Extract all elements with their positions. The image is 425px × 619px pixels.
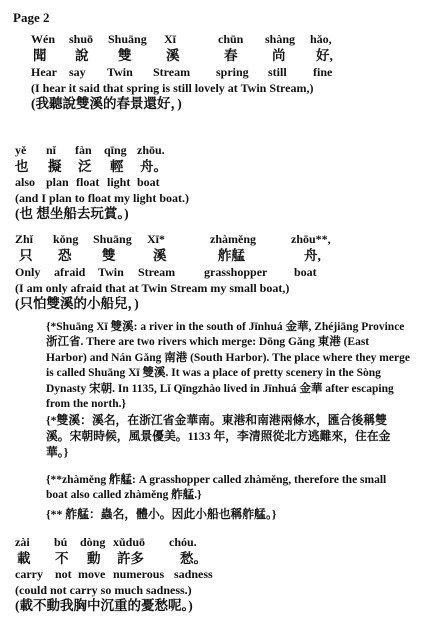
gloss-word: numerous xyxy=(113,567,165,581)
translation-line: (I hear it said that spring is still lovely at Twin Stream,) xyxy=(31,81,314,95)
hanzi-char: 只 xyxy=(19,248,33,263)
pinyin-word: Shuāng xyxy=(93,232,132,246)
pinyin-word: Shuāng xyxy=(108,32,147,46)
pinyin-word: zhōu**, xyxy=(291,232,331,246)
translation-line: (I am only afraid that at Twin Stream my small boat,) xyxy=(15,281,290,295)
hanzi-char: 輕 xyxy=(110,159,124,174)
gloss-word: fine xyxy=(313,65,333,79)
pinyin-word: nǐ xyxy=(46,143,57,157)
hanzi-char: 尚 xyxy=(272,48,286,63)
modern-chinese-line: (只怕雙溪的小船兒，) xyxy=(15,296,139,311)
translation-line: (and I plan to float my light boat.) xyxy=(15,191,190,205)
footnote-shuangxi-english: {*Shuāng Xī 雙溪: a river in the south of Jīnhuá 金華, Zhéjiāng Province 浙江省. There are two rivers which merge: Dōng Gǎng 東港 (East Harbor) and Nán Gǎng 南港 (South Harbor). The place where they merge is called Shuāng Xī 雙溪. It was a place of pretty scenery in the Sòng Dynasty 宋朝. In 1135, Lǐ Qīngzhào lived in Jīnhuá 金華 after escaping from the north.} xyxy=(46,321,410,411)
modern-chinese-line: (載不動我胸中沉重的憂愁呢。) xyxy=(15,598,193,613)
pinyin-word: kǒng xyxy=(53,232,79,246)
page-label: Page 2 xyxy=(13,10,50,25)
hanzi-char: 舟, xyxy=(304,248,321,263)
gloss-word: Hear xyxy=(31,65,57,79)
gloss-word: float xyxy=(76,175,100,189)
gloss-word: carry xyxy=(15,567,43,581)
hanzi-char: 雙 xyxy=(118,48,132,63)
hanzi-char: 載 xyxy=(17,551,31,566)
hanzi-char: 舴艋 xyxy=(218,248,245,263)
pinyin-word: qīng xyxy=(104,143,127,157)
hanzi-char: 聞 xyxy=(33,48,47,63)
pinyin-word: Xī* xyxy=(147,232,165,246)
pinyin-word: shàng xyxy=(265,32,296,46)
gloss-word: still xyxy=(268,65,287,79)
hanzi-char: 愁。 xyxy=(180,551,207,566)
hanzi-char: 春 xyxy=(224,48,238,63)
modern-chinese-line: (我聽說雙溪的春景還好，) xyxy=(31,96,182,111)
gloss-word: say xyxy=(69,65,86,79)
gloss-word: boat xyxy=(137,175,160,189)
pinyin-word: hǎo, xyxy=(310,32,332,46)
translation-line: (could not carry so much sadness.) xyxy=(15,583,192,597)
footnote-shuangxi-chinese: {*雙溪：溪名，在浙江省金華南。東港和南港兩條水，匯合後稱雙溪。宋朝時候，風景優美。1133 年，李清照從北方逃難來，住在金華。} xyxy=(46,413,391,459)
gloss-word: Twin xyxy=(107,65,133,79)
gloss-word: grasshopper xyxy=(204,265,268,279)
pinyin-word: bú xyxy=(54,535,68,549)
pinyin-word: chūn xyxy=(218,32,244,46)
footnote-zhameng-chinese: {** 舴艋：蟲名，體小。因此小船也稱舴艋。} xyxy=(46,507,277,521)
hanzi-char: 好, xyxy=(316,48,333,63)
hanzi-char: 擬 xyxy=(48,159,62,174)
hanzi-char: 許多 xyxy=(117,551,144,566)
gloss-word: plan xyxy=(46,175,69,189)
gloss-word: also xyxy=(15,175,36,189)
hanzi-char: 說 xyxy=(75,48,89,63)
footnote-zhameng-english: {**zhàměng 舴艋: A grasshopper called zhàměng, therefore the small boat also called zhàměng 舴艋.} xyxy=(46,474,387,502)
gloss-word: Stream xyxy=(153,65,191,79)
hanzi-char: 恐 xyxy=(58,248,72,263)
hanzi-char: 泛 xyxy=(78,159,92,174)
pinyin-word: shuō xyxy=(69,32,94,46)
pinyin-word: fàn xyxy=(75,143,92,157)
gloss-word: Only xyxy=(15,265,41,279)
modern-chinese-line: (也 想坐船去玩賞。) xyxy=(15,206,129,221)
hanzi-char: 舟。 xyxy=(140,159,167,174)
pinyin-word: zài xyxy=(15,535,30,549)
pinyin-word: Xī xyxy=(164,32,176,46)
gloss-word: light xyxy=(107,175,131,189)
gloss-word: sadness xyxy=(174,567,213,581)
hanzi-char: 不 xyxy=(55,551,69,566)
pinyin-word: zhōu. xyxy=(137,143,165,157)
gloss-word: move xyxy=(78,567,106,581)
gloss-word: afraid xyxy=(54,265,86,279)
gloss-word: Twin xyxy=(98,265,124,279)
hanzi-char: 動 xyxy=(87,551,101,566)
hanzi-char: 溪 xyxy=(153,248,167,263)
gloss-word: not xyxy=(55,567,72,581)
gloss-word: spring xyxy=(216,65,249,79)
pinyin-word: chóu. xyxy=(169,535,197,549)
pinyin-word: dòng xyxy=(80,535,106,549)
pinyin-word: Zhǐ xyxy=(15,232,34,246)
pinyin-word: xǔduō xyxy=(113,535,146,549)
hanzi-char: 也 xyxy=(15,159,29,174)
hanzi-char: 雙 xyxy=(102,248,116,263)
pinyin-word: zhàměng xyxy=(210,232,256,246)
gloss-word: Stream xyxy=(138,265,176,279)
pinyin-word: Wén xyxy=(31,32,55,46)
gloss-word: boat xyxy=(294,265,317,279)
pinyin-word: yě xyxy=(15,143,27,157)
hanzi-char: 溪 xyxy=(166,48,180,63)
